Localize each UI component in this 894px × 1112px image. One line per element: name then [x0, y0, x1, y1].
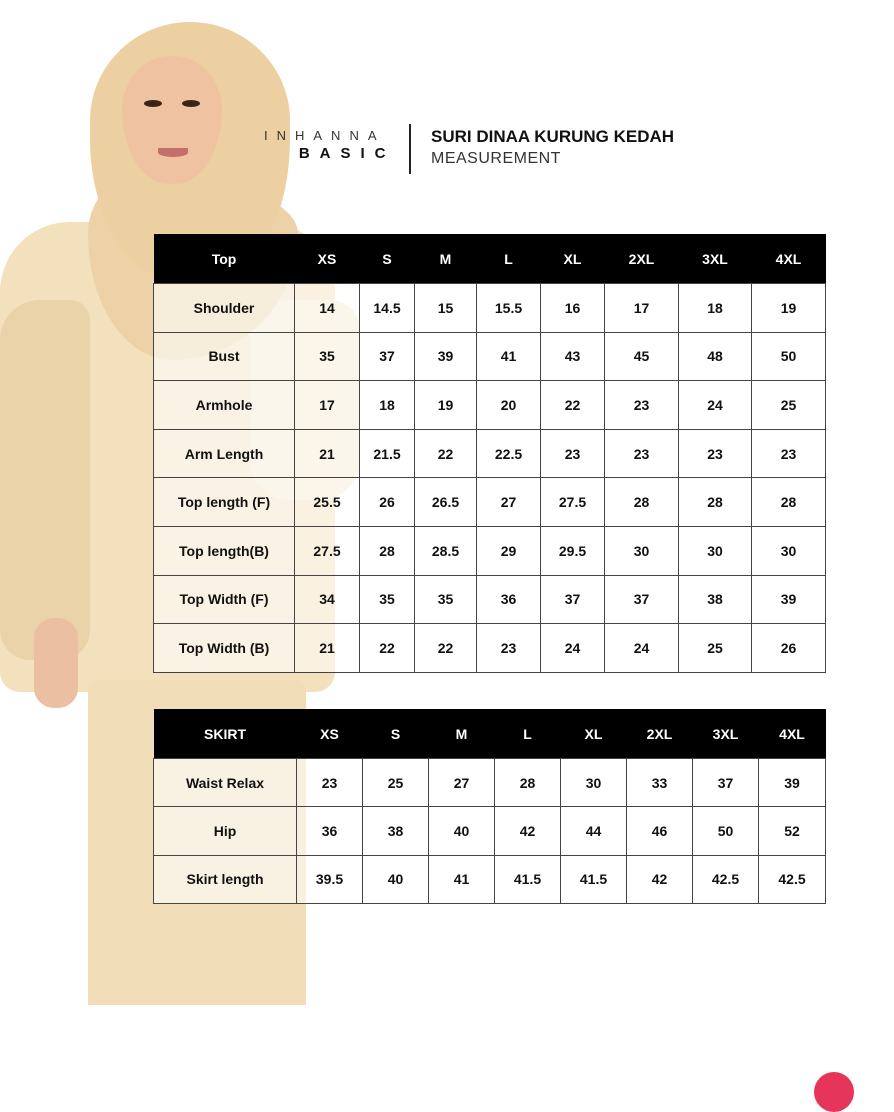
- table-row: [154, 759, 826, 807]
- page-subtitle: MEASUREMENT: [431, 150, 561, 167]
- table-cell: 24: [605, 624, 679, 673]
- table-cell: 45: [605, 332, 679, 381]
- table-cell: 37: [605, 575, 679, 624]
- header-cell: 3XL: [679, 234, 752, 284]
- table-row: [154, 381, 826, 430]
- row-label: Top length (F): [154, 478, 295, 527]
- table-header-row: [154, 709, 826, 759]
- table-cell: 25: [679, 624, 752, 673]
- table-cell: 28: [360, 526, 415, 575]
- header-cell: 3XL: [693, 709, 759, 759]
- header-cell: M: [415, 234, 477, 284]
- table-cell: 37: [693, 759, 759, 807]
- table-cell: 24: [541, 624, 605, 673]
- table-cell: 40: [429, 807, 495, 855]
- table-cell: 30: [605, 526, 679, 575]
- table-cell: 42.5: [693, 855, 759, 903]
- brand-name: INHANNA: [264, 128, 386, 143]
- row-label: Skirt length: [154, 855, 297, 903]
- brand-line: BASIC: [298, 145, 396, 162]
- table-cell: 46: [627, 807, 693, 855]
- table-cell: 34: [295, 575, 360, 624]
- table-cell: 28: [752, 478, 826, 527]
- table-cell: 23: [477, 624, 541, 673]
- table-cell: 19: [752, 284, 826, 333]
- row-label: Bust: [154, 332, 295, 381]
- page-title: [431, 127, 674, 168]
- model-mouth: [158, 148, 188, 157]
- table-cell: 41: [429, 855, 495, 903]
- table-cell: 21: [295, 429, 360, 478]
- table-cell: 25: [752, 381, 826, 430]
- table-cell: 44: [561, 807, 627, 855]
- table-cell: 33: [627, 759, 693, 807]
- row-label: Top Width (F): [154, 575, 295, 624]
- table-row: [154, 284, 826, 333]
- table-cell: 24: [679, 381, 752, 430]
- row-label: Waist Relax: [154, 759, 297, 807]
- top-size-table: [153, 234, 826, 673]
- table-cell: 18: [679, 284, 752, 333]
- table-cell: 42: [627, 855, 693, 903]
- header-cell: S: [363, 709, 429, 759]
- header-cell: M: [429, 709, 495, 759]
- table-cell: 41.5: [561, 855, 627, 903]
- table-row: [154, 855, 826, 903]
- table-cell: 38: [363, 807, 429, 855]
- table-cell: 40: [363, 855, 429, 903]
- header-cell: 2XL: [605, 234, 679, 284]
- model-eye: [144, 100, 162, 107]
- table-cell: 23: [297, 759, 363, 807]
- model-hand: [34, 618, 78, 708]
- table-row: [154, 624, 826, 673]
- skirt-size-table: [153, 709, 826, 904]
- table-cell: 30: [561, 759, 627, 807]
- table-cell: 26: [360, 478, 415, 527]
- table-cell: 27.5: [295, 526, 360, 575]
- table-cell: 22.5: [477, 429, 541, 478]
- table-cell: 25.5: [295, 478, 360, 527]
- table-row: [154, 429, 826, 478]
- table-cell: 35: [415, 575, 477, 624]
- table-cell: 38: [679, 575, 752, 624]
- table-cell: 36: [297, 807, 363, 855]
- table-cell: 17: [605, 284, 679, 333]
- table-cell: 21.5: [360, 429, 415, 478]
- table-cell: 22: [415, 624, 477, 673]
- table-cell: 20: [477, 381, 541, 430]
- table-cell: 22: [360, 624, 415, 673]
- table-cell: 37: [360, 332, 415, 381]
- header-cell: 2XL: [627, 709, 693, 759]
- table-cell: 37: [541, 575, 605, 624]
- table-cell: 16: [541, 284, 605, 333]
- header-divider: [409, 124, 411, 174]
- table-cell: 42: [495, 807, 561, 855]
- table-row: [154, 478, 826, 527]
- table-cell: 35: [360, 575, 415, 624]
- row-label: Hip: [154, 807, 297, 855]
- table-row: [154, 332, 826, 381]
- table-cell: 39.5: [297, 855, 363, 903]
- header-cell: XS: [297, 709, 363, 759]
- table-row: [154, 807, 826, 855]
- table-cell: 23: [605, 381, 679, 430]
- table-cell: 28: [495, 759, 561, 807]
- table-cell: 26.5: [415, 478, 477, 527]
- table-row: [154, 575, 826, 624]
- row-label: Arm Length: [154, 429, 295, 478]
- product-name: SURI DINAA KURUNG KEDAH: [431, 127, 675, 146]
- header-cell: L: [477, 234, 541, 284]
- table-cell: 50: [693, 807, 759, 855]
- brand-logo: [264, 128, 396, 162]
- table-cell: 28: [679, 478, 752, 527]
- table-cell: 41: [477, 332, 541, 381]
- table-cell: 50: [752, 332, 826, 381]
- table-cell: 23: [605, 429, 679, 478]
- table-cell: 48: [679, 332, 752, 381]
- table-cell: 15.5: [477, 284, 541, 333]
- table-cell: 27: [477, 478, 541, 527]
- table-cell: 23: [752, 429, 826, 478]
- table-cell: 17: [295, 381, 360, 430]
- table-cell: 41.5: [495, 855, 561, 903]
- table-cell: 28: [605, 478, 679, 527]
- model-eye: [182, 100, 200, 107]
- header-cell: L: [495, 709, 561, 759]
- table-cell: 21: [295, 624, 360, 673]
- table-cell: 27.5: [541, 478, 605, 527]
- table-cell: 26: [752, 624, 826, 673]
- table-cell: 15: [415, 284, 477, 333]
- table-cell: 39: [415, 332, 477, 381]
- header-cell: SKIRT: [154, 709, 297, 759]
- header-cell: 4XL: [759, 709, 826, 759]
- table-cell: 23: [541, 429, 605, 478]
- table-cell: 52: [759, 807, 826, 855]
- table-cell: 23: [679, 429, 752, 478]
- table-header-row: [154, 234, 826, 284]
- table-cell: 19: [415, 381, 477, 430]
- table-cell: 29.5: [541, 526, 605, 575]
- row-label: Top length(B): [154, 526, 295, 575]
- header-cell: S: [360, 234, 415, 284]
- header-cell: 4XL: [752, 234, 826, 284]
- table-cell: 30: [679, 526, 752, 575]
- model-left-sleeve: [0, 300, 90, 660]
- header-cell: XL: [541, 234, 605, 284]
- table-cell: 18: [360, 381, 415, 430]
- table-cell: 29: [477, 526, 541, 575]
- table-row: [154, 526, 826, 575]
- table-cell: 36: [477, 575, 541, 624]
- header-cell: XS: [295, 234, 360, 284]
- table-cell: 39: [759, 759, 826, 807]
- table-cell: 25: [363, 759, 429, 807]
- table-cell: 39: [752, 575, 826, 624]
- table-cell: 27: [429, 759, 495, 807]
- header-cell: XL: [561, 709, 627, 759]
- table-cell: 30: [752, 526, 826, 575]
- row-label: Top Width (B): [154, 624, 295, 673]
- table-cell: 22: [415, 429, 477, 478]
- header-cell: Top: [154, 234, 295, 284]
- row-label: Shoulder: [154, 284, 295, 333]
- table-cell: 42.5: [759, 855, 826, 903]
- chat-bubble-icon[interactable]: [814, 1072, 854, 1112]
- table-cell: 14: [295, 284, 360, 333]
- table-cell: 35: [295, 332, 360, 381]
- table-cell: 28.5: [415, 526, 477, 575]
- table-cell: 43: [541, 332, 605, 381]
- table-cell: 14.5: [360, 284, 415, 333]
- row-label: Armhole: [154, 381, 295, 430]
- table-cell: 22: [541, 381, 605, 430]
